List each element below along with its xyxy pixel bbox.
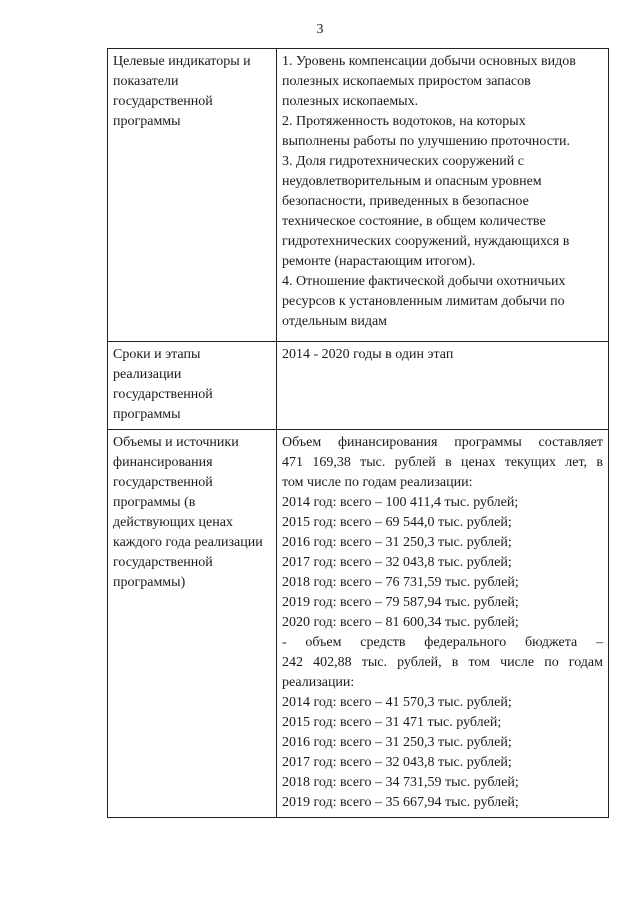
text-line: полезных ископаемых. xyxy=(282,94,419,109)
text-line: гидротехнических сооружений, нуждающихся в xyxy=(282,234,570,249)
row-content-funding xyxy=(277,430,609,818)
text-line: ремонте (нарастающим итогом). xyxy=(282,254,476,269)
text-line: ресурсов к установленным лимитам добычи по xyxy=(282,294,565,309)
text-line: полезных ископаемых приростом запасов xyxy=(282,74,531,89)
row-label-indicators: Целевые индикаторы и показатели государственной программы xyxy=(108,49,277,342)
text-line: 2016 год: всего – 31 250,3 тыс. рублей; xyxy=(282,535,512,550)
text-line: 2014 год: всего – 100 411,4 тыс. рублей; xyxy=(282,495,519,510)
text-line: техническое состояние, в общем количестве xyxy=(282,214,546,229)
table-row xyxy=(108,342,609,430)
text-line: 2018 год: всего – 34 731,59 тыс. рублей; xyxy=(282,775,519,790)
text-line: 2019 год: всего – 35 667,94 тыс. рублей; xyxy=(282,795,519,810)
text-line: безопасности, приведенных в безопасное xyxy=(282,194,529,209)
text-line: 242 402,88 тыс. рублей, в том числе по годам xyxy=(282,655,603,670)
program-passport-table xyxy=(107,48,609,818)
row-content-indicators xyxy=(277,49,609,342)
text-line: 2019 год: всего – 79 587,94 тыс. рублей; xyxy=(282,595,519,610)
text-line: 1. Уровень компенсации добычи основных видов xyxy=(282,54,576,69)
text-line: Объем финансирования программы составляет xyxy=(282,435,603,450)
row-content-terms xyxy=(277,342,609,430)
text-line: 4. Отношение фактической добычи охотничьих xyxy=(282,274,566,289)
text-line: 471 169,38 тыс. рублей в ценах текущих лет, в xyxy=(282,455,603,470)
text-line: реализации: xyxy=(282,675,355,690)
text-line: 2017 год: всего – 32 043,8 тыс. рублей; xyxy=(282,755,512,770)
text-line: 2018 год: всего – 76 731,59 тыс. рублей; xyxy=(282,575,519,590)
row-label-terms: Сроки и этапы реализации государственной программы xyxy=(108,342,277,430)
text-line: 2014 - 2020 годы в один этап xyxy=(282,347,454,362)
text-line: том числе по годам реализации: xyxy=(282,475,473,490)
text-line: отдельным видам xyxy=(282,314,388,329)
text-line: 2020 год: всего – 81 600,34 тыс. рублей; xyxy=(282,615,519,630)
table-row xyxy=(108,49,609,342)
text-line: 2017 год: всего – 32 043,8 тыс. рублей; xyxy=(282,555,512,570)
text-line: 2015 год: всего – 31 471 тыс. рублей; xyxy=(282,715,502,730)
text-line: 2016 год: всего – 31 250,3 тыс. рублей; xyxy=(282,735,512,750)
text-line: 2015 год: всего – 69 544,0 тыс. рублей; xyxy=(282,515,512,530)
text-line: 2. Протяженность водотоков, на которых xyxy=(282,114,526,129)
page-number: 3 xyxy=(316,22,324,37)
table-row xyxy=(108,430,609,818)
text-line: 3. Доля гидротехнических сооружений с xyxy=(282,154,524,169)
text-line: 2014 год: всего – 41 570,3 тыс. рублей; xyxy=(282,695,512,710)
text-line: неудовлетворительным и опасным уровнем xyxy=(282,174,542,189)
text-line: выполнены работы по улучшению проточности. xyxy=(282,134,571,149)
row-label-funding: Объемы и источники финансирования государственной программы (в действующих ценах каждого года реализации государственной программы) xyxy=(108,430,277,818)
text-line: - объем средств федерального бюджета – xyxy=(282,635,603,650)
